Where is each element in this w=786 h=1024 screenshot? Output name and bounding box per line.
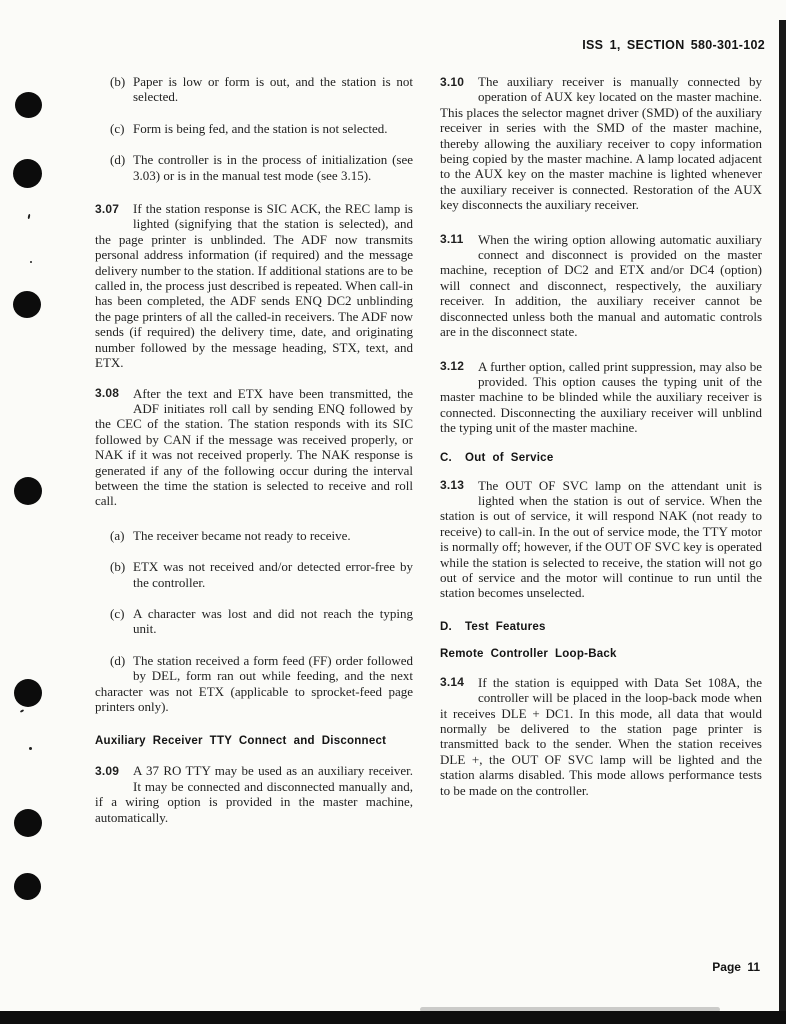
paragraph-text: After the text and ETX have been transmitted, the ADF initiates roll call by sending ENQ followed by the CEC of the station. The station responds with its SIC followed by CAN if the message was received properly, or NAK if it was not received properly. The NAK response is generated if any of the following occur during the interval between the time the station is selected to receive and roll call. <box>95 385 413 509</box>
paragraph-3-12 <box>440 359 762 436</box>
list-item-text: Form is being fed, and the station is not selected. <box>133 120 388 136</box>
list-item-label: (a) <box>110 527 125 543</box>
list-item-text: The receiver became not ready to receive. <box>133 527 351 543</box>
list-item-label: (d) <box>110 652 126 668</box>
list-item-d <box>95 152 413 183</box>
paragraph-text: A further option, called print suppression, may also be provided. This option causes the typing unit of the master machine to be blinded while the auxiliary receiver is connected. Disconnecting the auxiliary receiver will unblind the typing unit of the master machine. <box>440 358 762 436</box>
list-item-text: Paper is low or form is out, and the station is not selected. <box>133 74 413 105</box>
ink-speck <box>28 214 31 219</box>
paragraph-number: 3.14 <box>440 675 465 690</box>
paragraph-number: 3.11 <box>440 232 464 247</box>
binder-hole-dot <box>14 679 42 707</box>
binder-hole-dot <box>13 291 41 318</box>
paragraph-text: If the station is equipped with Data Set 108A, the controller will be placed in the loop-back mode when it receives DLE + DC1. In this mode, all data that would normally be delivered to the station page printer is transmitted back to the sender. When the station receives DLE +, the OUT OF SVC lamp will be lighted and the station alarms disabled. This mode allows performance tests to be made on the controller. <box>440 674 762 798</box>
paragraph-number: 3.09 <box>95 763 120 778</box>
ink-speck <box>20 709 24 713</box>
heading-c-out-of-service <box>440 451 762 466</box>
paragraph-3-11 <box>440 232 762 340</box>
paragraph-3-09 <box>95 763 413 825</box>
paragraph-3-10 <box>440 74 762 213</box>
section-letter: D. <box>440 620 452 633</box>
left-column <box>95 74 413 825</box>
list-item-label: (b) <box>110 559 126 575</box>
page-header-section-number: ISS 1, SECTION 580-301-102 <box>582 38 765 52</box>
paragraph-text: If the station response is SIC ACK, the REC lamp is lighted (signifying that the station is selected), and the page printer is unblinded. The ADF now transmits personal address information (if required) and the message delivery number to the station. If additional stations are to be called in, the process just described is repeated. When call-in has been completed, the ADF sends ENQ DC2 unblinding the page printers of all the called-in receivers. The ADF now sends (if required) the delivery time, date, and originating number followed by the message heading, STX, text, and ETX. <box>95 201 413 371</box>
list-item-c <box>95 121 413 136</box>
ink-speck <box>29 747 32 750</box>
section-title: Out of Service <box>465 451 554 464</box>
list-item-d <box>95 653 413 715</box>
paragraph-number: 3.08 <box>95 386 120 400</box>
paragraph-3-08 <box>95 386 413 509</box>
section-title: Test Features <box>465 620 546 633</box>
list-item-text: The controller is in the process of initialization (see 3.03) or is in the manual test mode (see 3.15). <box>133 152 413 183</box>
list-item-c <box>95 606 413 637</box>
ink-speck <box>30 261 32 263</box>
paragraph-3-14 <box>440 675 762 798</box>
list-item-b <box>95 74 413 105</box>
heading-d-test-features <box>440 620 762 635</box>
paragraph-3-07 <box>95 201 413 370</box>
list-item-label: (d) <box>110 152 126 168</box>
list-item-label: (c) <box>110 605 125 621</box>
binder-hole-dot <box>14 477 42 505</box>
right-column <box>440 74 762 798</box>
paragraph-number: 3.12 <box>440 359 465 373</box>
paragraph-text: The OUT OF SVC lamp on the attendant unit is lighted when the station is out of service. When the station is out of service, it will respond NAK (not ready to receive) to call-in. In the out of service mode, the TTY motor is normally off; however, if the OUT OF SVC key is operated while the station is selected to receive, the station will not go out of service and the motor will continue to run until the station becomes unselected. <box>440 477 762 601</box>
list-item-label: (c) <box>110 120 125 136</box>
binder-hole-dot <box>14 809 42 837</box>
list-item-text: ETX was not received and/or detected error-free by the controller. <box>133 559 413 590</box>
heading-auxiliary-receiver: Auxiliary Receiver TTY Connect and Disconnect <box>95 735 387 748</box>
paragraph-text: The auxiliary receiver is manually connected by operation of AUX key located on the master machine. This places the selector magnet driver (SMD) of the auxiliary receiver in series with the SMD of the master machine, thereby allowing the auxiliary receiver to copy information being copied by the master machine. A lamp located adjacent to the AUX key on the master machine is lighted whenever the auxiliary receiver is connected. Restoration of the AUX key disconnects the auxiliary receiver. <box>440 74 762 213</box>
list-item-b <box>95 559 413 590</box>
binder-hole-dot <box>13 159 42 188</box>
paragraph-number: 3.07 <box>95 201 120 216</box>
paragraph-number: 3.10 <box>440 74 465 89</box>
paragraph-text: When the wiring option allowing automatic auxiliary connect and disconnect is provided on the master machine, reception of DC2 and ETX and/or DC4 (option) will connect and disconnect, respectively, the auxiliary receiver. In addition, the auxiliary receiver cannot be disconnected unless both the manual and automatic controls are in the disconnect state. <box>440 231 762 340</box>
heading-remote-controller-loop-back: Remote Controller Loop-Back <box>440 647 617 660</box>
binder-hole-dot <box>14 873 41 900</box>
binder-hole-dot <box>15 92 42 118</box>
list-item-a <box>95 528 413 543</box>
paragraph-3-13 <box>440 478 762 601</box>
list-item-text: A character was lost and did not reach the typing unit. <box>133 605 413 637</box>
scan-edge-right <box>779 20 786 1024</box>
paragraph-number: 3.13 <box>440 478 465 493</box>
scan-edge-bottom <box>0 1011 786 1024</box>
page-number: Page 11 <box>712 960 760 974</box>
section-letter: C. <box>440 451 452 464</box>
paragraph-text: A 37 RO TTY may be used as an auxiliary receiver. It may be connected and disconnected manually and, if a wiring option is provided in the master machine, automatically. <box>95 763 413 825</box>
list-item-label: (b) <box>110 74 126 89</box>
list-item-text: The station received a form feed (FF) order followed by DEL, form ran out while feeding, and the next character was not ETX (applicable to sprocket-feed page printers only). <box>95 652 413 714</box>
